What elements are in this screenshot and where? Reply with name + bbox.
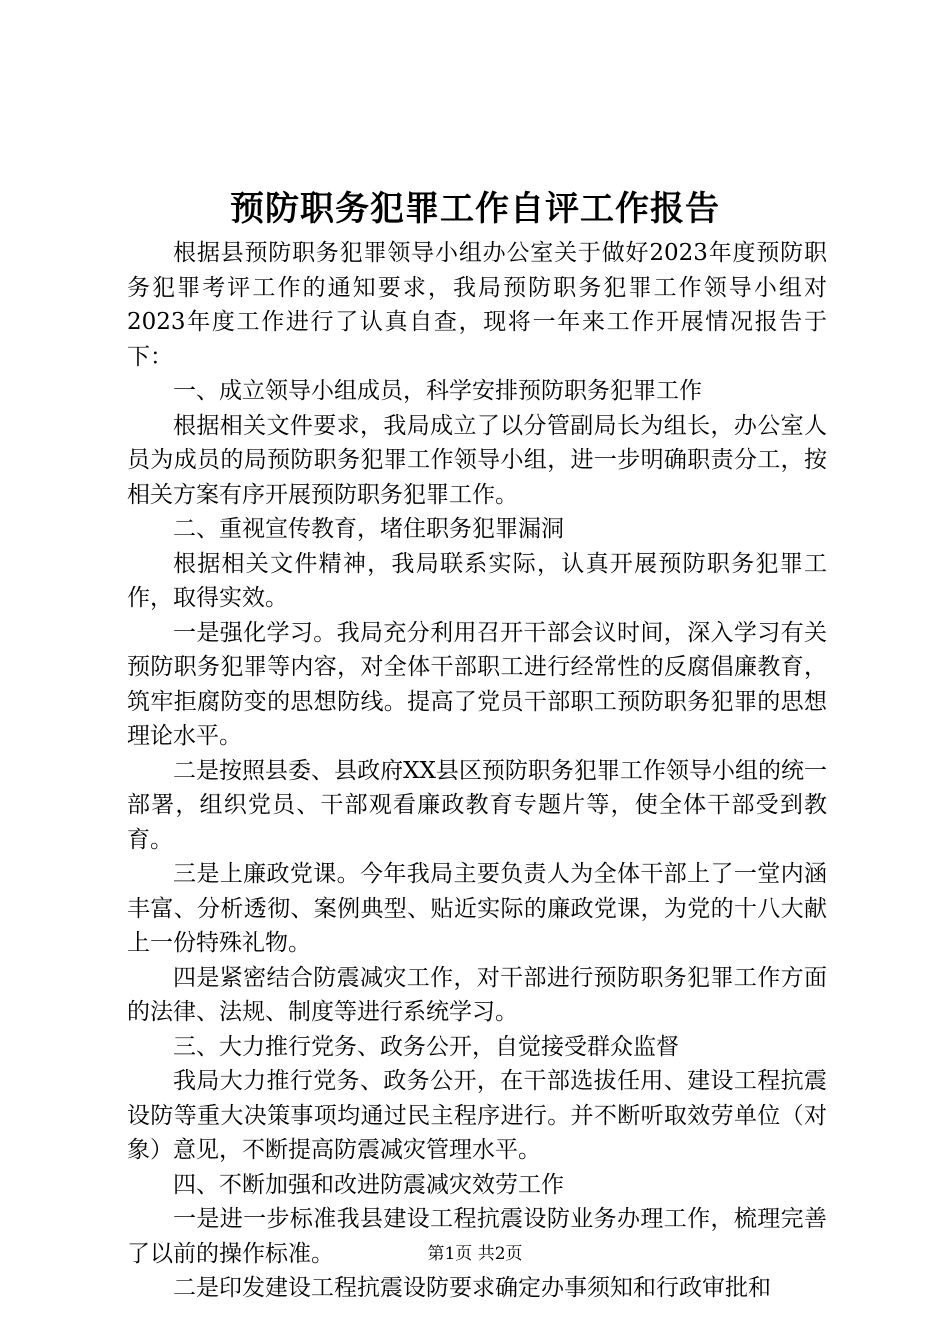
paragraph: 根据相关文件要求，我局成立了以分管副局长为组长，办公室人员为成员的局预防职务犯罪工作领导小组，进一步明确职责分工，按相关方案有序开展预防职务犯罪工作。 [127,412,827,508]
paragraph: 四是紧密结合防震减灾工作，对干部进行预防职务犯罪工作方面的法律、法规、制度等进行系统学习。 [127,964,827,1025]
paragraph: 我局大力推行党务、政务公开，在干部选拔任用、建设工程抗震设防等重大决策事项均通过民主程序进行。并不断听取效劳单位（对象）意见，不断提高防震减灾管理水平。 [127,1068,827,1163]
document-body [127,236,827,1306]
paragraph: 二是按照县委、县政府XX县区预防职务犯罪工作领导小组的统一部署，组织党员、干部观看廉政教育专题片等，使全体干部受到教育。 [127,757,827,853]
paragraph: 根据相关文件精神，我局联系实际，认真开展预防职务犯罪工作，取得实效。 [127,550,827,611]
page-number: 第1页 共2页 [427,1244,523,1264]
paragraph-intro: 根据县预防职务犯罪领导小组办公室关于做好2023年度预防职务犯罪考评工作的通知要求，我局预防职务犯罪工作领导小组对2023年度工作进行了认真自查，现将一年来工作开展情况报告于下： [127,240,827,370]
section-heading-1: 一、成立领导小组成员，科学安排预防职务犯罪工作 [173,378,702,404]
paragraph: 一是强化学习。我局充分利用召开干部会议时间，深入学习有关预防职务犯罪等内容，对全体干部职工进行经常性的反腐倡廉教育，筑牢拒腐防变的思想防线。提高了党员干部职工预防职务犯罪的思想理论水平。 [127,619,827,749]
section-heading-4: 四、不断加强和改进防震减灾效劳工作 [173,1171,564,1198]
paragraph: 三是上廉政党课。今年我局主要负责人为全体干部上了一堂内涵丰富、分析透彻、案例典型、贴近实际的廉政党课，为党的十八大献上一份特殊礼物。 [127,861,827,956]
paragraph: 一是进一步标准我县建设工程抗震设防业务办理工作，梳理完善了以前的操作标准。 [127,1206,827,1267]
section-heading-2: 二、重视宣传教育，堵住职务犯罪漏洞 [173,516,564,542]
paragraph: 二是印发建设工程抗震设防要求确定办事须知和行政审批和 [173,1275,771,1301]
document-title: 预防职务犯罪工作自评工作报告 [230,189,720,229]
section-heading-3: 三、大力推行党务、政务公开，自觉接受群众监督 [173,1033,679,1060]
page-footer [0,1241,950,1267]
